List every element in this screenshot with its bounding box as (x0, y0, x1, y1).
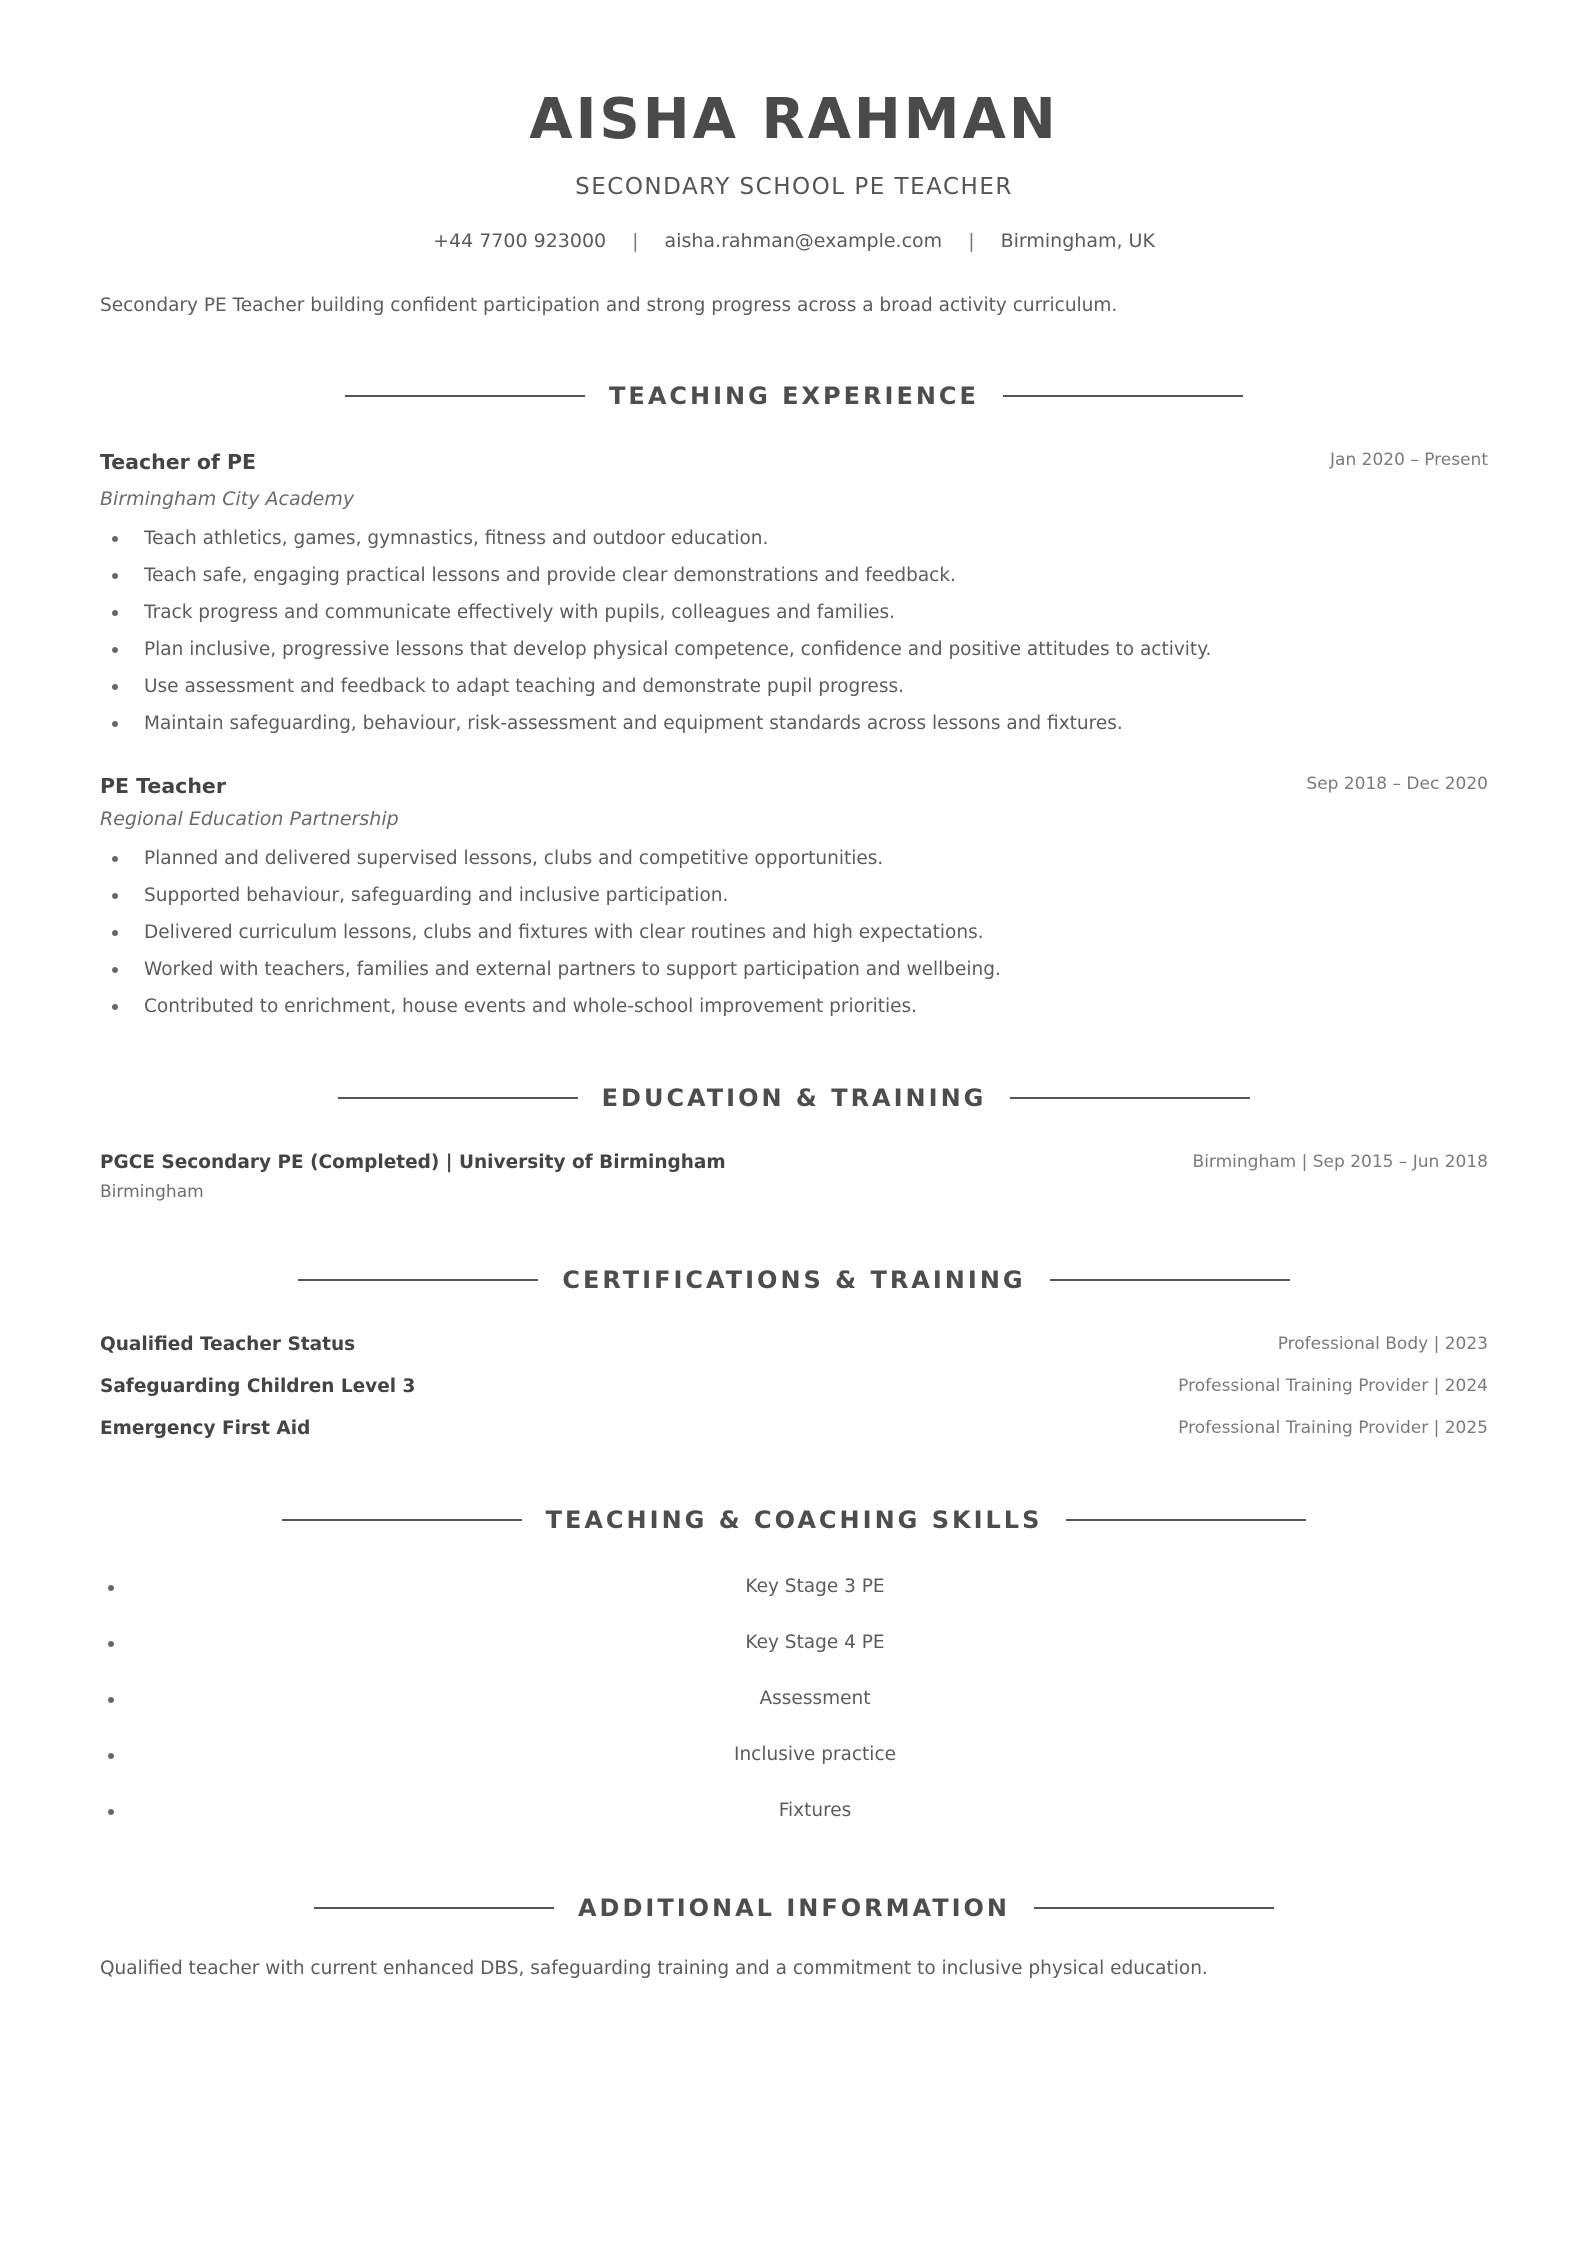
bullet-text: Maintain safeguarding, behaviour, risk-assessment and equipment standards across lessons and fixtures. (144, 713, 1123, 734)
job-2-organisation: Regional Education Partnership (100, 808, 399, 830)
contact-line (0, 228, 1588, 254)
list-item (100, 674, 1500, 711)
bullet-dot (112, 856, 118, 862)
bullet-dot (108, 1753, 114, 1759)
list-item (100, 1686, 1530, 1742)
bullet-text: Use assessment and feedback to adapt teaching and demonstrate pupil progress. (144, 676, 904, 697)
section-title: TEACHING & COACHING SKILLS (545, 1506, 1043, 1534)
phone-number: +44 7700 923000 (433, 230, 607, 252)
profile-summary: Secondary PE Teacher building confident participation and strong progress across a broad activity curriculum. (100, 295, 1118, 316)
list-item (100, 846, 1500, 883)
bullet-dot (108, 1697, 114, 1703)
job-2-title: PE Teacher (100, 774, 226, 798)
bullet-dot (112, 721, 118, 727)
heading-rule-right (1050, 1279, 1290, 1281)
education-location: Birmingham (100, 1182, 204, 1202)
bullet-dot (112, 610, 118, 616)
list-item (100, 994, 1500, 1031)
bullet-dot (112, 536, 118, 542)
bullet-text: Contributed to enrichment, house events and whole-school improvement priorities. (144, 996, 918, 1017)
bullet-text: Planned and delivered supervised lessons, clubs and competitive opportunities. (144, 848, 884, 869)
heading-rule-right (1066, 1519, 1306, 1521)
bullet-text: Supported behaviour, safeguarding and inclusive participation. (144, 885, 729, 906)
list-item (100, 563, 1500, 600)
heading-rule-left (338, 1097, 578, 1099)
bullet-dot (112, 967, 118, 973)
section-title: EDUCATION & TRAINING (601, 1084, 987, 1112)
skills-list (100, 1574, 1530, 1854)
list-item (100, 1574, 1530, 1630)
skill-text: Assessment (759, 1688, 871, 1709)
list-item (100, 920, 1500, 957)
bullet-text: Teach safe, engaging practical lessons and provide clear demonstrations and feedback. (144, 565, 956, 586)
heading-rule-left (314, 1907, 554, 1909)
section-title: ADDITIONAL INFORMATION (577, 1894, 1011, 1922)
bullet-text: Track progress and communicate effectively with pupils, colleagues and families. (144, 602, 895, 623)
section-heading-experience (0, 380, 1588, 412)
certification-detail: Professional Training Provider | 2024 (1178, 1376, 1488, 1396)
bullet-dot (112, 930, 118, 936)
certification-detail: Professional Training Provider | 2025 (1178, 1418, 1488, 1438)
section-heading-skills (0, 1504, 1588, 1536)
job-1-bullet-list (100, 526, 1500, 748)
contact-separator: | (632, 230, 639, 252)
heading-rule-right (1010, 1097, 1250, 1099)
bullet-dot (112, 893, 118, 899)
job-1-dates: Jan 2020 – Present (1330, 450, 1488, 470)
candidate-name: AISHA RAHMAN (529, 87, 1059, 152)
heading-rule-left (298, 1279, 538, 1281)
job-1-organisation: Birmingham City Academy (100, 488, 355, 510)
skill-text: Inclusive practice (733, 1744, 896, 1765)
certification-name: Safeguarding Children Level 3 (100, 1376, 416, 1397)
education-location-dates: Birmingham | Sep 2015 – Jun 2018 (1192, 1152, 1488, 1172)
list-item (100, 1742, 1530, 1798)
list-item (100, 957, 1500, 994)
job-title-headline: SECONDARY SCHOOL PE TEACHER (575, 174, 1013, 200)
heading-rule-right (1003, 395, 1243, 397)
bullet-dot (108, 1585, 114, 1591)
bullet-dot (112, 647, 118, 653)
list-item (100, 1630, 1530, 1686)
job-1-title: Teacher of PE (100, 450, 257, 474)
bullet-text: Delivered curriculum lessons, clubs and fixtures with clear routines and high expectations. (144, 922, 984, 943)
bullet-dot (112, 1004, 118, 1010)
job-2-dates: Sep 2018 – Dec 2020 (1306, 774, 1488, 794)
section-title: CERTIFICATIONS & TRAINING (562, 1266, 1026, 1294)
skill-text: Key Stage 3 PE (745, 1576, 885, 1597)
location: Birmingham, UK (1000, 230, 1155, 252)
heading-rule-left (282, 1519, 522, 1521)
heading-rule-right (1034, 1907, 1274, 1909)
list-item (100, 1798, 1530, 1854)
list-item (100, 637, 1500, 674)
list-item (100, 883, 1500, 920)
bullet-dot (108, 1809, 114, 1815)
bullet-text: Worked with teachers, families and external partners to support participation and wellbeing. (144, 959, 1001, 980)
bullet-dot (112, 573, 118, 579)
job-2-bullet-list (100, 846, 1500, 1031)
list-item (100, 711, 1500, 748)
certification-name: Qualified Teacher Status (100, 1334, 356, 1355)
certification-detail: Professional Body | 2023 (1277, 1334, 1488, 1354)
heading-rule-left (345, 395, 585, 397)
skill-text: Key Stage 4 PE (745, 1632, 885, 1653)
list-item (100, 526, 1500, 563)
section-heading-education (0, 1082, 1588, 1114)
bullet-dot (112, 684, 118, 690)
section-title: TEACHING EXPERIENCE (609, 382, 979, 410)
list-item (100, 600, 1500, 637)
bullet-text: Plan inclusive, progressive lessons that develop physical competence, confidence and positive attitudes to activity. (144, 639, 1212, 660)
email-address: aisha.rahman@example.com (664, 230, 943, 252)
certification-name: Emergency First Aid (100, 1418, 311, 1439)
section-heading-additional (0, 1892, 1588, 1924)
contact-separator: | (968, 230, 975, 252)
bullet-text: Teach athletics, games, gymnastics, fitness and outdoor education. (144, 528, 769, 549)
section-heading-certifications (0, 1264, 1588, 1296)
additional-information-text: Qualified teacher with current enhanced DBS, safeguarding training and a commitment to inclusive physical education. (100, 1958, 1208, 1979)
education-qualification: PGCE Secondary PE (Completed) | University of Birmingham (100, 1152, 726, 1173)
bullet-dot (108, 1641, 114, 1647)
skill-text: Fixtures (778, 1800, 852, 1821)
